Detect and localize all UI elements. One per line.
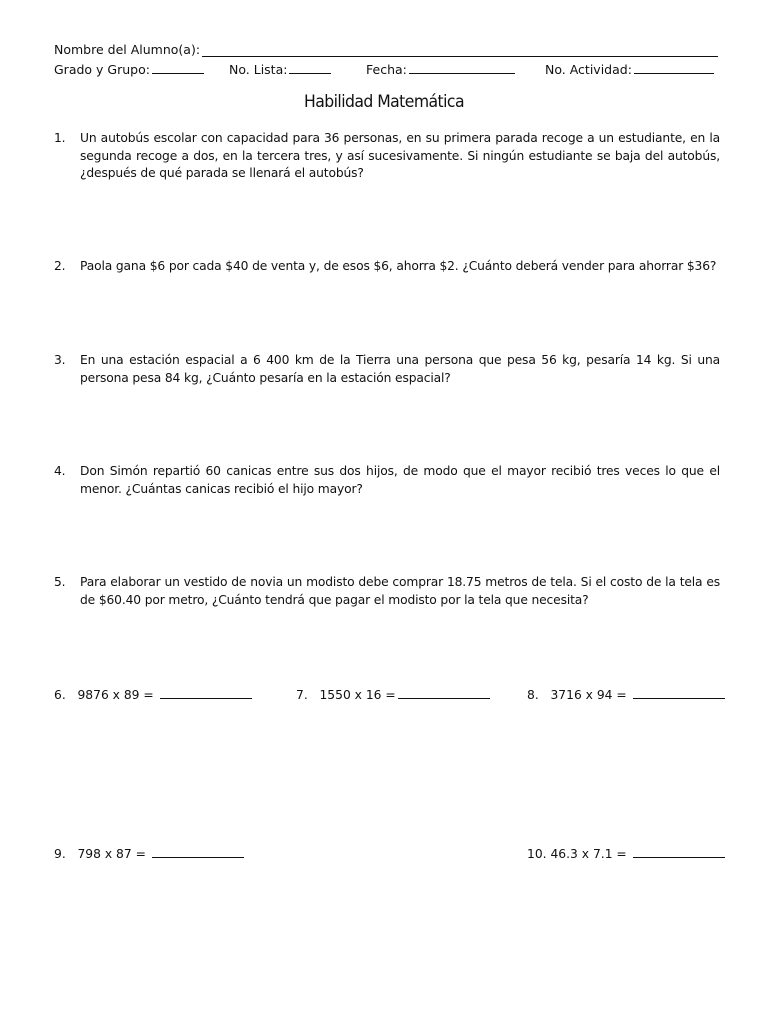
- actividad-group: [545, 61, 714, 77]
- grado-field[interactable]: [152, 61, 204, 74]
- answer-field[interactable]: [633, 845, 725, 858]
- question-1: [54, 130, 720, 183]
- question-number: 2.: [54, 259, 66, 273]
- operation-number: 9.: [54, 847, 66, 861]
- question-number: 4.: [54, 464, 66, 478]
- answer-field[interactable]: [398, 686, 490, 699]
- operation-expression: 798 x 87 =: [77, 847, 146, 861]
- operation-number: 7.: [296, 688, 308, 702]
- question-4: [54, 463, 720, 498]
- grado-label: Grado y Grupo:: [54, 62, 150, 77]
- operation-expression: 9876 x 89 =: [77, 688, 154, 702]
- lista-label: No. Lista:: [229, 62, 288, 77]
- nombre-label: Nombre del Alumno(a):: [54, 42, 201, 57]
- operation-number: 8.: [527, 688, 539, 702]
- answer-field[interactable]: [152, 845, 244, 858]
- grado-group: [54, 61, 204, 77]
- nombre-field[interactable]: [202, 44, 718, 57]
- answer-field[interactable]: [633, 686, 725, 699]
- operation-expression: 3716 x 94 =: [550, 688, 627, 702]
- lista-group: [229, 61, 331, 77]
- page-title: Habilidad Matemática: [304, 92, 464, 112]
- question-number: 5.: [54, 575, 66, 589]
- operation-number: 6.: [54, 688, 66, 702]
- actividad-field[interactable]: [634, 61, 714, 74]
- operation-expression: 1550 x 16 =: [319, 688, 396, 702]
- operation-number: 10.: [527, 847, 547, 861]
- fecha-group: [366, 61, 515, 77]
- question-text: Un autobús escolar con capacidad para 36 personas, en su primera parada recoge a un estudiante, en la segunda recoge a dos, en la tercera tres, y así sucesivamente. Si ningún estudiante se baja del autobús, ¿después de qué parada se llenará el autobús?: [80, 131, 720, 180]
- operation-8: [527, 686, 725, 702]
- operation-10: [527, 845, 725, 861]
- question-number: 3.: [54, 353, 66, 367]
- question-5: [54, 574, 720, 609]
- question-text: Don Simón repartió 60 canicas entre sus dos hijos, de modo que el mayor recibió tres veces lo que el menor. ¿Cuántas canicas recibió el hijo mayor?: [80, 464, 720, 496]
- question-number: 1.: [54, 131, 66, 145]
- lista-field[interactable]: [289, 61, 331, 74]
- question-text: Paola gana $6 por cada $40 de venta y, de esos $6, ahorra $2. ¿Cuánto deberá vender para ahorrar $36?: [80, 259, 717, 273]
- question-text: Para elaborar un vestido de novia un modisto debe comprar 18.75 metros de tela. Si el costo de la tela es de $60.40 por metro, ¿Cuánto tendrá que pagar el modisto por la tela que necesita?: [80, 575, 720, 607]
- header-name-row: [54, 42, 718, 57]
- operation-7: [296, 686, 490, 702]
- operation-6: [54, 686, 252, 702]
- fecha-label: Fecha:: [366, 62, 407, 77]
- actividad-label: No. Actividad:: [545, 62, 632, 77]
- operation-expression: 46.3 x 7.1 =: [550, 847, 627, 861]
- question-3: [54, 352, 720, 387]
- question-2: [54, 258, 720, 276]
- question-text: En una estación espacial a 6 400 km de la Tierra una persona que pesa 56 kg, pesaría 14 kg. Si una persona pesa 84 kg, ¿Cuánto pesaría en la estación espacial?: [80, 353, 720, 385]
- operation-9: [54, 845, 244, 861]
- fecha-field[interactable]: [409, 61, 515, 74]
- answer-field[interactable]: [160, 686, 252, 699]
